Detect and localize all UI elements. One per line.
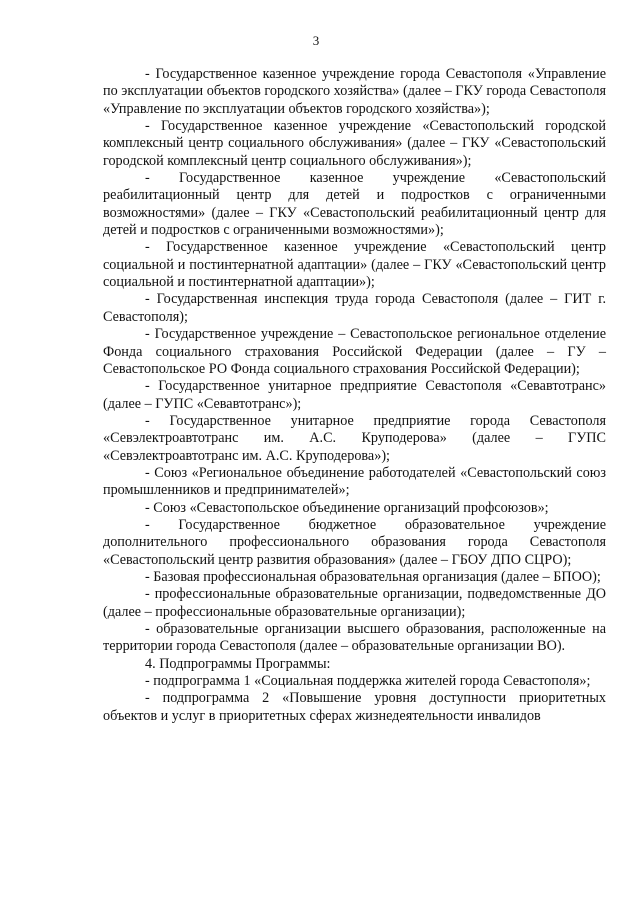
paragraph-git: - Государственная инспекция труда города Севастополя (далее – ГИТ г. Севастополя); (103, 291, 606, 325)
paragraph-sevelektroavtotrans: - Государственное унитарное предприятие города Севастополя «Севэлектроавтотранс им. А.С. Круподерова» (далее – ГУПС «Севэлектроавтотранс им. А.С. Круподерова»); (103, 412, 606, 464)
paragraph-professionalnye-organizacii: - профессиональные образовательные организации, подведомственные ДО (далее – профессиональные образовательные организации); (103, 586, 606, 620)
section-heading-podprogrammy: 4. Подпрограммы Программы: (145, 655, 331, 672)
paragraph-bpoo: - Базовая профессиональная образовательная организация (далее – БПОО); (145, 568, 601, 585)
document-body (103, 66, 606, 725)
paragraph-sevavtotrans: - Государственное унитарное предприятие Севастополя «Севавтотранс» (далее – ГУПС «Севавтотранс»); (103, 378, 606, 412)
paragraph-gku-postinternatnoy-adaptacii: - Государственное казенное учреждение «Севастопольский центр социальной и постинтернатной адаптации» (далее – ГКУ «Севастопольский центр социальной и постинтернатной адаптации»); (103, 239, 606, 291)
paragraph-podprogramma-1: - подпрограмма 1 «Социальная поддержка жителей города Севастополя»; (145, 673, 591, 690)
paragraph-fss: - Государственное учреждение – Севастопольское региональное отделение Фонда социального страхования Российской Федерации (далее – ГУ – Севастопольское РО Фонда социального страхования Российской Федерации); (103, 326, 606, 377)
paragraph-gku-upravlenie: - Государственное казенное учреждение города Севастополя «Управление по эксплуатации объектов городского хозяйства» (далее – ГКУ города Севастополя «Управление по эксплуатации объектов городского хозяйства»); (103, 66, 606, 117)
paragraph-gbou-dpo-scro: - Государственное бюджетное образовательное учреждение дополнительного профессионального образования города Севастополя «Севастопольский центр развития образования» (далее – ГБОУ ДПО СЦРО); (103, 516, 606, 568)
paragraph-gku-reabilitacionny-centr: - Государственное казенное учреждение «Севастопольский реабилитационный центр для детей и подростков с ограниченными возможностями» (далее – ГКУ «Севастопольский реабилитационный центр для детей и подростков с ограниченными возможностями»); (103, 170, 606, 239)
paragraph-soyuz-profsoyuzov: - Союз «Севастопольское объединение организаций профсоюзов»; (145, 499, 549, 516)
page-number: 3 (312, 33, 320, 48)
paragraph-soyuz-rabotodateley: - Союз «Региональное объединение работодателей «Севастопольский союз промышленников и предпринимателей»; (103, 464, 606, 499)
paragraph-organizacii-vo: - образовательные организации высшего образования, расположенные на территории города Севастополя (далее – образовательные организации ВО). (103, 621, 606, 655)
paragraph-podprogramma-2: - подпрограмма 2 «Повышение уровня доступности приоритетных объектов и услуг в приоритетных сферах жизнедеятельности инвалидов (103, 690, 606, 724)
paragraph-gku-kompleksny-centr: - Государственное казенное учреждение «Севастопольский городской комплексный центр социального обслуживания» (далее – ГКУ «Севастопольский городской комплексный центр социального обслуживания»); (103, 118, 606, 169)
